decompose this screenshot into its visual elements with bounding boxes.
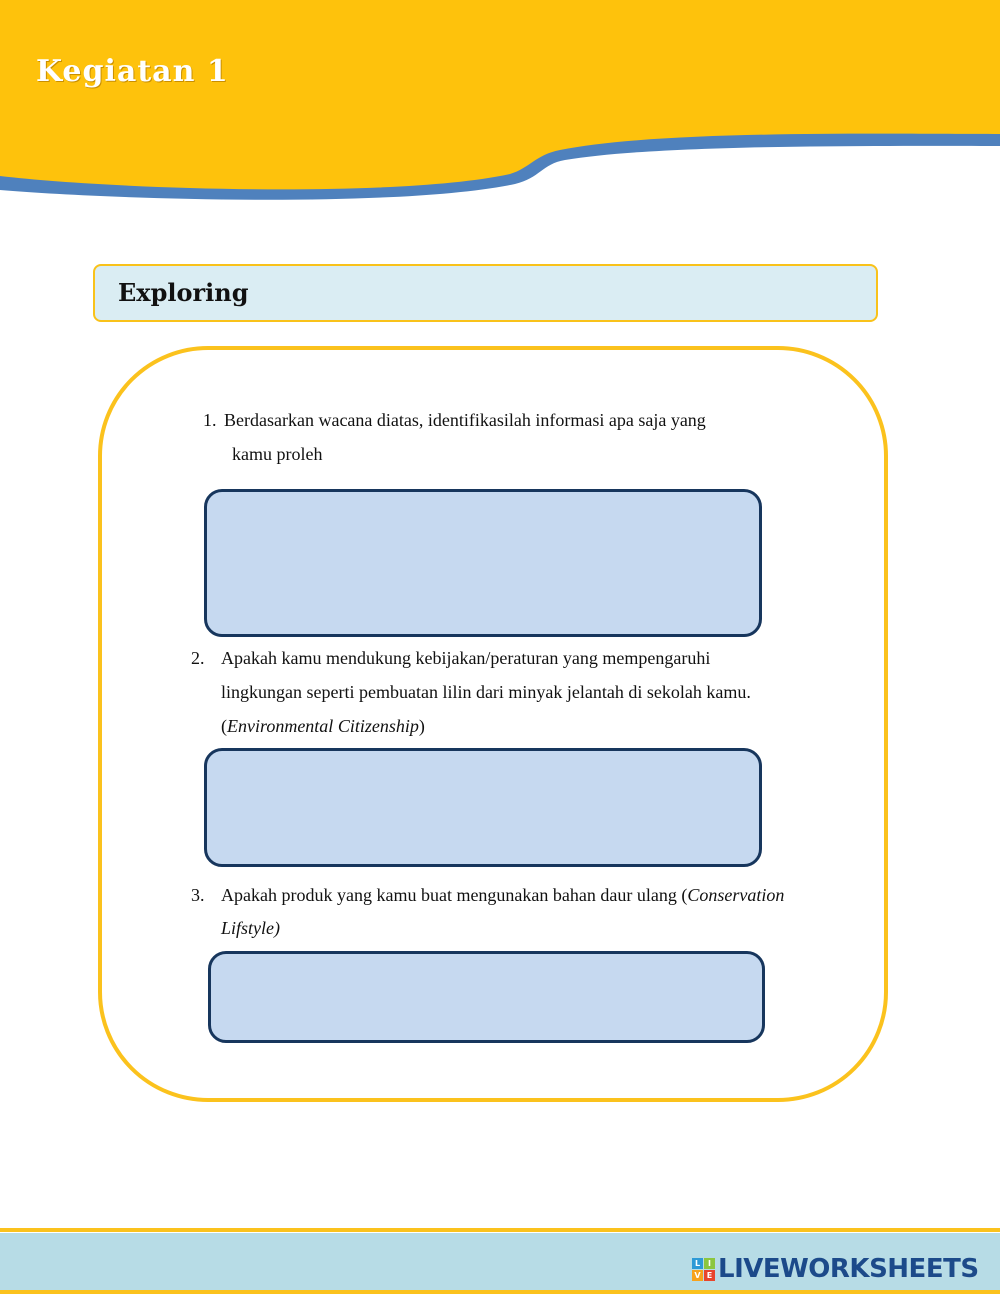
section-banner (93, 264, 878, 322)
section-title: Exploring (118, 278, 249, 307)
question-3-line-2 (221, 917, 280, 939)
question-1-number: 1. (203, 410, 217, 430)
question-3-term-part-1: Conservation (687, 885, 785, 905)
header-wave-banner (0, 0, 1000, 210)
question-3-text: Apakah produk yang kamu buat mengunakan bahan daur ulang ( (221, 885, 688, 905)
logo-letter-i: I (704, 1258, 715, 1269)
logo-letter-e: E (704, 1270, 715, 1281)
question-3-line-1 (221, 884, 784, 906)
question-2-term: Environmental Citizenship (227, 716, 419, 736)
question-2-number: 2. (191, 648, 205, 668)
footer-top-line (0, 1228, 1000, 1232)
liveworksheets-brand: LIVEWORKSHEETS (718, 1254, 979, 1284)
answer-box-2[interactable] (204, 748, 762, 867)
question-2-line-1: Apakah kamu mendukung kebijakan/peraturan yang mempengaruhi (221, 648, 711, 668)
activity-title: Kegiatan 1 (36, 54, 229, 89)
liveworksheets-logo[interactable] (692, 1254, 979, 1284)
logo-letter-v: V (692, 1270, 703, 1281)
question-2-paren-close: ) (418, 716, 425, 736)
question-2-line-2: lingkungan seperti pembuatan lilin dari minyak jelantah di sekolah kamu. (221, 682, 751, 702)
footer-bottom-line (0, 1290, 1000, 1294)
logo-letter-l: L (692, 1258, 703, 1269)
question-3-term-part-2: Lifstyle) (221, 918, 280, 938)
question-3-number: 3. (191, 885, 205, 905)
question-2-line-3 (221, 715, 425, 737)
answer-box-3[interactable] (208, 951, 765, 1043)
question-1-line-2: kamu proleh (232, 444, 323, 464)
question-2-paren-open: ( (221, 716, 227, 736)
answer-box-1[interactable] (204, 489, 762, 637)
question-1-line-1: Berdasarkan wacana diatas, identifikasilah informasi apa saja yang (224, 410, 706, 430)
liveworksheets-logo-icon (692, 1258, 715, 1281)
